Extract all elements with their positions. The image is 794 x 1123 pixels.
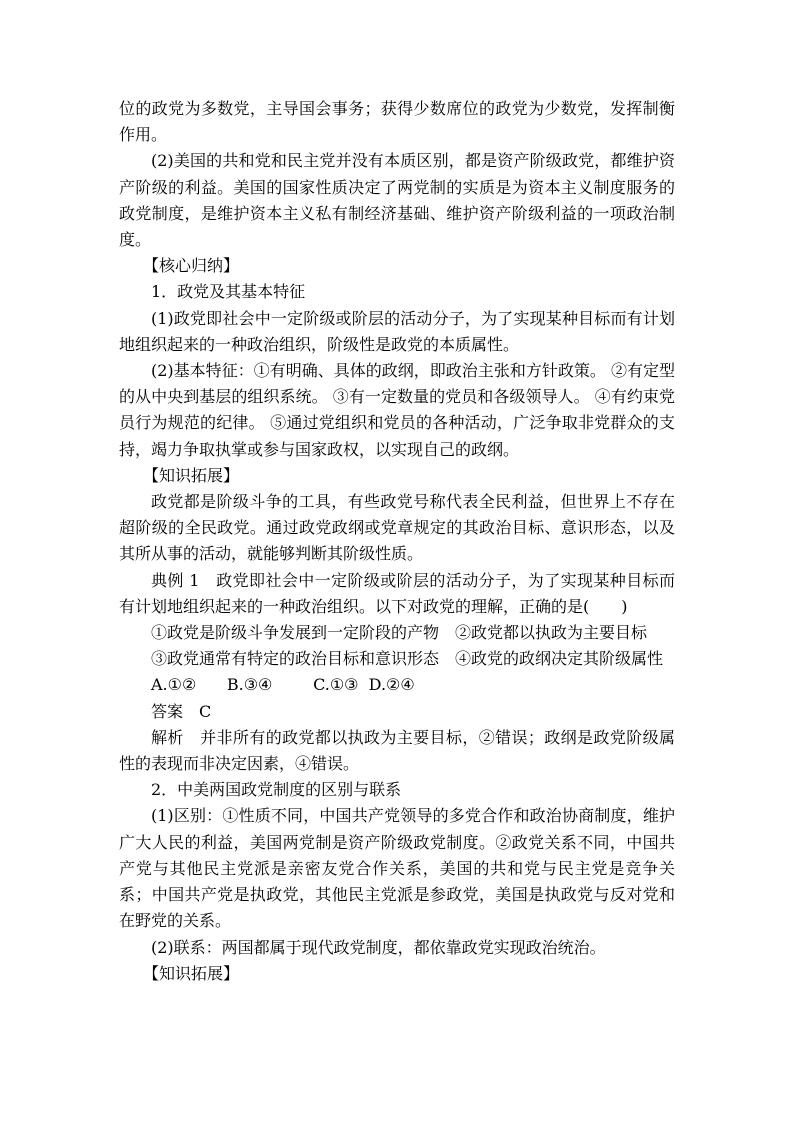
- subheading: 2．中美两国政党制度的区别与联系: [151, 780, 402, 800]
- paragraph: (2)联系：两国都属于现代政党制度，都依靠政党实现政治统治。: [151, 937, 606, 957]
- document-page: [119, 96, 675, 987]
- answer-choices: A.①② B.③④ C.①③ D.②④: [151, 675, 415, 695]
- paragraph: (1)区别：①性质不同，中国共产党领导的多党合作和政治协商制度，维护广大人民的利益，美国两党制是资产阶级政党制度。②政党关系不同，中国共产党与其他民主党派是亲密友党合作关系，美国的共和党与民主党是竞争关系；中国共产党是执政党，其他民主党派是参政党，美国是执政党与反对党和在野党的关系。: [119, 806, 675, 931]
- statement-options: ③政党通常有特定的政治目标和意识形态 ④政党的政纲决定其阶级属性: [151, 649, 664, 669]
- section-heading: 【核心归纳】: [143, 256, 240, 276]
- paragraph: (1)政党即社会中一定阶级或阶层的活动分子，为了实现某种目标而有计划地组织起来的一种政治组织，阶级性是政党的本质属性。: [119, 308, 675, 354]
- explanation: 解析 并非所有的政党都以执政为主要目标，②错误；政纲是政党阶级属性的表现而非决定因素，④错误。: [119, 727, 675, 774]
- statement-options: ①政党是阶级斗争发展到一定阶段的产物 ②政党都以执政为主要目标: [151, 623, 648, 643]
- answer: 答案 C: [151, 701, 212, 721]
- paragraph: 政党都是阶级斗争的工具，有些政党号称代表全民利益，但世界上不存在超阶级的全民政党。通过政党政纲或党章规定的其政治目标、意识形态，以及其所从事的活动，就能够判断其阶级性质。: [119, 492, 675, 564]
- subheading: 1．政党及其基本特征: [151, 282, 306, 302]
- section-heading: 【知识拓展】: [143, 963, 240, 983]
- example-question: 典例 1 政党即社会中一定阶级或阶层的活动分子，为了实现某种目标而有计划地组织起来的一种政治组织。以下对政党的理解，正确的是( ): [119, 570, 675, 616]
- paragraph: (2)美国的共和党和民主党并没有本质区别，都是资产阶级政党，都维护资产阶级的利益。美国的国家性质决定了两党制的实质是为资本主义制度服务的政党制度，是维护资本主义私有制经济基础、维护资产阶级利益的一项政治制度。: [119, 151, 675, 250]
- paragraph: 位的政党为多数党，主导国会事务；获得少数席位的政党为少数党，发挥制衡作用。: [119, 99, 675, 145]
- section-heading: 【知识拓展】: [143, 465, 240, 485]
- paragraph: (2)基本特征：①有明确、具体的政纲，即政治主张和方针政策。 ②有定型的从中央到基层的组织系统。 ③有一定数量的党员和各级领导人。 ④有约束党员行为规范的纪律。 ⑤通过党组织和党员的各种活动，广泛争取非党群众的支持，竭力争取执掌或参与国家政权，以实现自己的政纲。: [119, 361, 675, 459]
